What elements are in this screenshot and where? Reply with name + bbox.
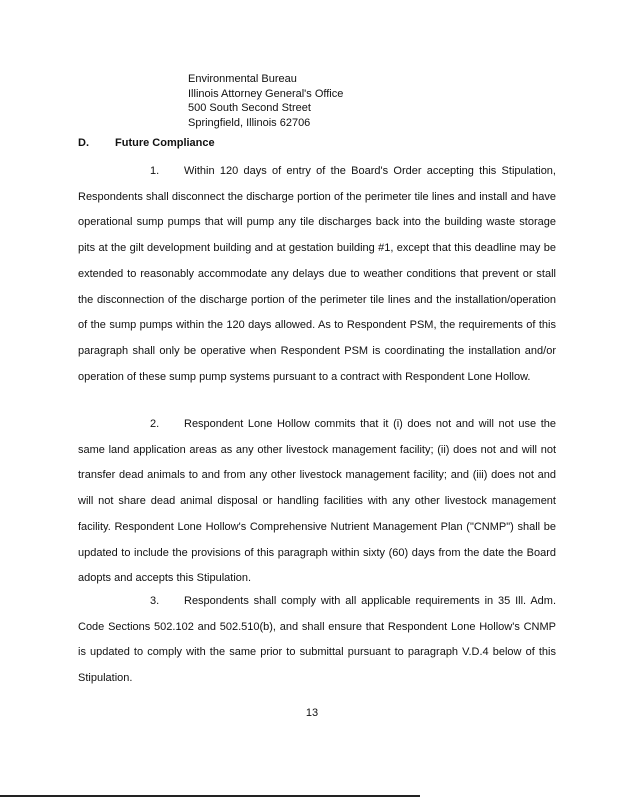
paragraph-3-text: Respondents shall comply with all applicable requirements in 35 Ill. Adm. Code Sections 502.102 and 502.510(b), and shall ensure that Respondent Lone Hollow's CNMP is updated to comply with the same prior to submittal pursuant to paragraph V.D.4 below of this Stipulation. [78,595,556,685]
paragraph-1 [78,159,556,390]
paragraph-1-text: Within 120 days of entry of the Board's Order accepting this Stipulation, Respondents shall disconnect the discharge portion of the perimeter tile lines and install and have operational sump pumps that will pump any tile discharges back into the building waste storage pits at the gilt development building and at gestation building #1, except that this deadline may be extended to reasonably accommodate any delays due to weather conditions that prevent or stall the disconnection of the discharge portion of the perimeter tile lines and the installation/operation of the sump pumps within the 120 days allowed. As to Respondent PSM, the requirements of this paragraph shall only be operative when Respondent PSM is coordinating the installation and/or operation of these sump pump systems pursuant to a contract with Respondent Lone Hollow. [78,165,556,383]
scan-edge-line [0,795,420,797]
section-heading [78,137,215,149]
paragraph-3 [78,589,556,692]
paragraph-2-number: 2. [150,418,160,430]
address-line-2: Illinois Attorney General's Office [188,87,344,100]
mailing-address [188,72,343,130]
section-letter: D. [78,137,89,149]
paragraph-3-number: 3. [150,595,160,607]
address-line-3: 500 South Second Street [188,102,311,114]
address-line-4: Springfield, Illinois 62706 [188,116,311,129]
page-number: 13 [305,707,319,719]
paragraph-2 [78,412,556,592]
section-title: Future Compliance [115,137,215,149]
paragraph-2-text: Respondent Lone Hollow commits that it (i) does not and will not use the same land application areas as any other livestock management facility; (ii) does not and will not transfer dead animals to and from any other livestock management facility; and (iii) does not and will not share dead animal disposal or handling facilities with any other livestock management facility. Respondent Lone Hollow's Comprehensive Nutrient Management Plan ("CNMP") shall be updated to include the provisions of this paragraph within sixty (60) days from the date the Board adopts and accepts this Stipulation. [78,418,556,585]
paragraph-1-number: 1. [150,165,160,177]
address-line-1: Environmental Bureau [188,73,297,85]
